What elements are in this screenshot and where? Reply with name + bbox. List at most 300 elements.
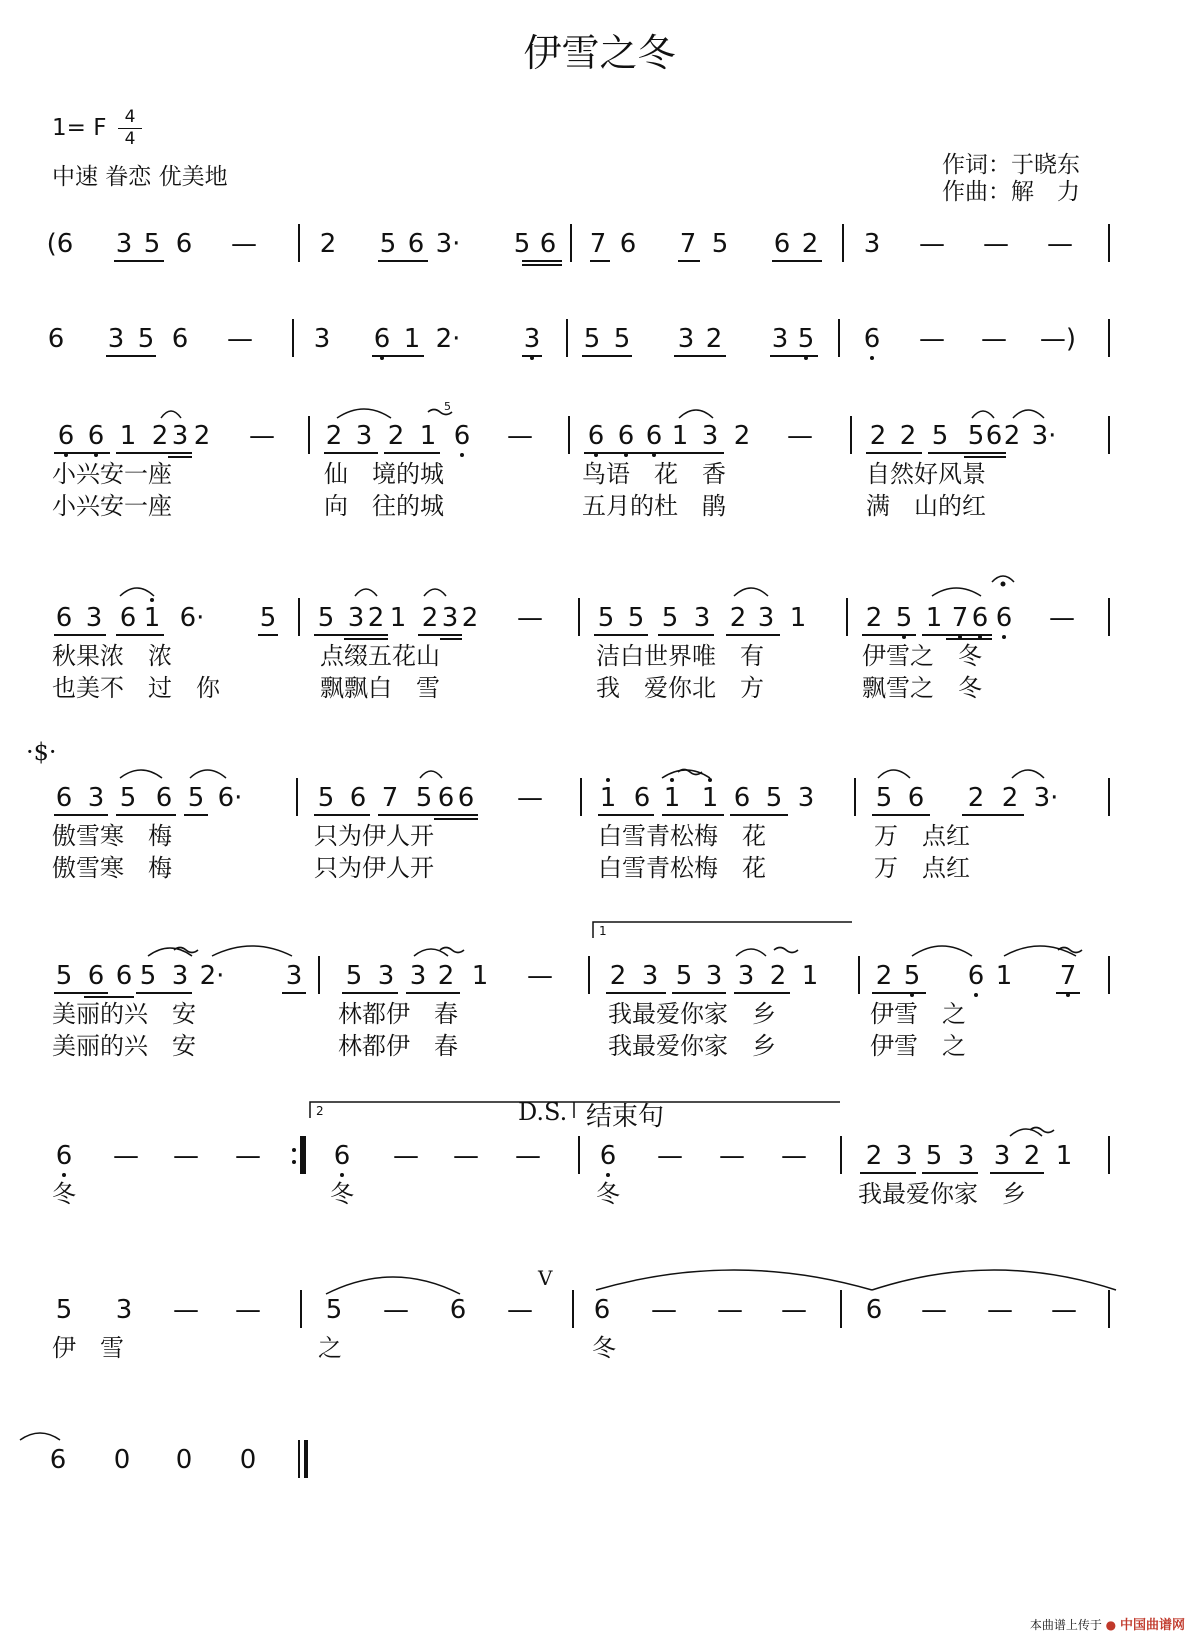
rhythm-underline xyxy=(672,992,726,994)
note: — xyxy=(651,1295,677,1325)
note: 3 xyxy=(285,961,303,991)
note: 3 xyxy=(313,324,331,354)
barline xyxy=(858,956,860,994)
note: 1 xyxy=(925,603,943,633)
barline xyxy=(296,778,298,816)
note: — xyxy=(227,324,253,354)
note: 1 xyxy=(389,603,407,633)
note: 3 xyxy=(347,603,365,633)
octave-dot-below xyxy=(594,453,598,457)
note: 6 xyxy=(985,421,1003,451)
rhythm-underline xyxy=(106,355,156,357)
lyric-verse-1: 之 xyxy=(318,1334,342,1362)
rhythm-underline xyxy=(662,814,724,816)
barline xyxy=(578,598,580,636)
octave-dot-above xyxy=(150,598,154,602)
octave-dot-below xyxy=(974,993,978,997)
note: 5 xyxy=(317,603,335,633)
note: 5 xyxy=(55,961,73,991)
note: 1 xyxy=(119,421,137,451)
note: 1 xyxy=(143,603,161,633)
note: 6 xyxy=(599,1141,617,1171)
note: 6 xyxy=(115,961,133,991)
note: 2 xyxy=(387,421,405,451)
note: 5 xyxy=(903,961,921,991)
barline xyxy=(572,1290,574,1328)
barline xyxy=(298,1440,300,1478)
page-title: 伊雪之冬 xyxy=(523,31,676,75)
note: 7 xyxy=(679,229,697,259)
rhythm-underline xyxy=(384,452,440,454)
barline xyxy=(850,416,852,454)
note: 1 xyxy=(789,603,807,633)
lyric-verse-2: 我 爱你北 方 xyxy=(596,674,764,702)
barline xyxy=(840,1290,842,1328)
note: 1 xyxy=(599,783,617,813)
note: 5 xyxy=(379,229,397,259)
note: — xyxy=(173,1295,199,1325)
composer-credit: 作曲：解 力 xyxy=(942,179,1080,205)
note: 5 xyxy=(259,603,277,633)
barline xyxy=(1108,1136,1110,1174)
note: 7 xyxy=(381,783,399,813)
rhythm-underline xyxy=(116,814,176,816)
barline xyxy=(298,224,300,262)
note: 3· xyxy=(1033,783,1059,813)
note: 6 xyxy=(457,783,475,813)
note: 5 xyxy=(345,961,363,991)
rhythm-underline xyxy=(314,634,388,636)
note: 3 xyxy=(115,1295,133,1325)
note: 2 xyxy=(875,961,893,991)
note: 3 xyxy=(993,1141,1011,1171)
note: 6 xyxy=(55,1141,73,1171)
time-signature xyxy=(118,108,142,149)
note: 6 xyxy=(175,229,193,259)
lyric-verse-1: 秋果浓 浓 xyxy=(52,642,172,670)
note: 6 xyxy=(617,421,635,451)
lyric-verse-2: 万 点红 xyxy=(874,854,970,882)
rhythm-underline xyxy=(872,814,930,816)
rhythm-underline xyxy=(678,260,700,262)
lyric-verse-1: 冬 xyxy=(596,1180,620,1208)
barline xyxy=(578,1136,580,1174)
note: — xyxy=(235,1141,261,1171)
note: 2 xyxy=(461,603,479,633)
barline xyxy=(568,416,570,454)
rhythm-underline xyxy=(344,638,388,640)
octave-dot-below xyxy=(902,635,906,639)
note: 3 xyxy=(377,961,395,991)
note: — xyxy=(507,1295,533,1325)
note: 3 xyxy=(797,783,815,813)
octave-dot-above xyxy=(708,778,712,782)
lyric-verse-1: 小兴安一座 xyxy=(52,460,172,488)
rhythm-underline xyxy=(922,1172,978,1174)
note: 5 xyxy=(925,1141,943,1171)
note: — xyxy=(717,1295,743,1325)
note: 6 xyxy=(865,1295,883,1325)
rhythm-underline xyxy=(866,452,922,454)
note: 6 xyxy=(47,324,65,354)
lyric-verse-1: 仙 境的城 xyxy=(324,460,444,488)
barline xyxy=(840,1136,842,1174)
note: 7 xyxy=(951,603,969,633)
note: 6 xyxy=(645,421,663,451)
octave-dot-below xyxy=(62,1173,66,1177)
rhythm-underline xyxy=(54,814,108,816)
lyric-verse-1: 点缀五花山 xyxy=(320,642,440,670)
note: 2 xyxy=(437,961,455,991)
note: — xyxy=(527,961,553,991)
octave-dot-below xyxy=(460,453,464,457)
note: 3 xyxy=(693,603,711,633)
note: 2 xyxy=(151,421,169,451)
note: 2· xyxy=(199,961,225,991)
note: 5 xyxy=(675,961,693,991)
note: 2 xyxy=(865,1141,883,1171)
note: 6 xyxy=(55,603,73,633)
note: — xyxy=(517,783,543,813)
rhythm-underline xyxy=(378,814,478,816)
note: 2 xyxy=(1023,1141,1041,1171)
note: 5 xyxy=(143,229,161,259)
note: — xyxy=(657,1141,683,1171)
note: 6 xyxy=(437,783,455,813)
note: 1 xyxy=(471,961,489,991)
rhythm-underline xyxy=(378,260,428,262)
note: 1 xyxy=(403,324,421,354)
note: 6 xyxy=(971,603,989,633)
lyric-verse-1: 傲雪寒 梅 xyxy=(52,822,172,850)
lyric-verse-2: 飘雪之 冬 xyxy=(862,674,982,702)
note: 2 xyxy=(769,961,787,991)
octave-dot-below xyxy=(606,1173,610,1177)
octave-dot-above xyxy=(606,778,610,782)
note: — xyxy=(231,229,257,259)
note: 1 xyxy=(1055,1141,1073,1171)
lyricist-credit: 作词：于晓东 xyxy=(942,152,1080,178)
note: 5 xyxy=(139,961,157,991)
lyric-verse-1: 冬 xyxy=(330,1180,354,1208)
lyric-verse-2: 傲雪寒 梅 xyxy=(52,854,172,882)
rhythm-underline xyxy=(136,992,192,994)
note: 6· xyxy=(217,783,243,813)
lyric-verse-2: 向 往的城 xyxy=(324,492,444,520)
ds-mark: D.S. xyxy=(518,1098,568,1126)
note: — xyxy=(921,1295,947,1325)
note: — xyxy=(393,1141,419,1171)
note: 5 xyxy=(895,603,913,633)
note: 6 xyxy=(119,603,137,633)
note: — xyxy=(983,229,1009,259)
barline xyxy=(566,319,568,357)
note: 5 xyxy=(627,603,645,633)
note: 2 xyxy=(967,783,985,813)
note: 5 xyxy=(325,1295,343,1325)
note: — xyxy=(1051,1295,1077,1325)
lyric-verse-2: 满 山的红 xyxy=(866,492,986,520)
note: 0 xyxy=(175,1445,193,1475)
rhythm-underline xyxy=(184,814,208,816)
lyric-verse-2: 小兴安一座 xyxy=(52,492,172,520)
note: 7 xyxy=(1059,961,1077,991)
note: 3 xyxy=(677,324,695,354)
rhythm-underline xyxy=(772,260,822,262)
lyric-verse-1: 自然好风景 xyxy=(866,460,986,488)
rhythm-underline xyxy=(964,456,1006,458)
volta-1-number: 1 xyxy=(599,924,607,938)
note: 6 xyxy=(733,783,751,813)
note: 2 xyxy=(325,421,343,451)
note: — xyxy=(781,1141,807,1171)
lyric-verse-2: 美丽的兴 安 xyxy=(52,1032,196,1060)
note: — xyxy=(507,421,533,451)
rhythm-underline xyxy=(54,992,108,994)
note: 2 xyxy=(421,603,439,633)
note: 5 xyxy=(797,324,815,354)
barline xyxy=(304,1440,308,1478)
lyric-verse-1: 伊雪之 冬 xyxy=(862,642,982,670)
rhythm-underline xyxy=(258,634,278,636)
note: 3 xyxy=(115,229,133,259)
rhythm-underline xyxy=(730,814,788,816)
note: — xyxy=(173,1141,199,1171)
note: 6 xyxy=(587,421,605,451)
note: — xyxy=(719,1141,745,1171)
rhythm-underline xyxy=(114,260,164,262)
note: 7 xyxy=(589,229,607,259)
octave-dot-below xyxy=(64,453,68,457)
lyric-verse-1: 冬 xyxy=(592,1334,616,1362)
key-signature: 1= F xyxy=(52,115,107,141)
note: 6 xyxy=(619,229,637,259)
note: 6 xyxy=(373,324,391,354)
barline xyxy=(1108,416,1110,454)
lyric-verse-1: 冬 xyxy=(52,1180,76,1208)
note: — xyxy=(781,1295,807,1325)
barline xyxy=(580,778,582,816)
rhythm-underline xyxy=(658,634,714,636)
octave-dot-below xyxy=(380,356,384,360)
barline xyxy=(292,319,294,357)
barline xyxy=(1108,319,1110,357)
note: 6 xyxy=(449,1295,467,1325)
rhythm-underline xyxy=(84,996,134,998)
rhythm-underline xyxy=(116,452,192,454)
rhythm-underline xyxy=(54,452,110,454)
octave-dot-below xyxy=(624,453,628,457)
note: 5 xyxy=(597,603,615,633)
note: 5 xyxy=(931,421,949,451)
rhythm-underline xyxy=(522,264,562,266)
tempo-marking: 中速 眷恋 优美地 xyxy=(52,164,228,190)
rhythm-underline xyxy=(314,814,370,816)
note: 3 xyxy=(701,421,719,451)
note: — xyxy=(517,603,543,633)
note: 5 xyxy=(967,421,985,451)
note: 3 xyxy=(523,324,541,354)
rhythm-underline xyxy=(860,1172,916,1174)
note: 5 xyxy=(513,229,531,259)
note: 6 xyxy=(87,421,105,451)
octave-dot-below xyxy=(94,453,98,457)
note: 6 xyxy=(171,324,189,354)
barline xyxy=(1108,956,1110,994)
barline xyxy=(308,416,310,454)
note: 3 xyxy=(87,783,105,813)
note: 0 xyxy=(113,1445,131,1475)
note: 2 xyxy=(733,421,751,451)
note: 6 xyxy=(863,324,881,354)
rhythm-underline xyxy=(594,634,648,636)
note: — xyxy=(249,421,275,451)
segno-mark: ·$· xyxy=(26,738,57,766)
note: 6 xyxy=(155,783,173,813)
note: 6 xyxy=(349,783,367,813)
lyric-verse-1: 林都伊 春 xyxy=(338,1000,458,1028)
rhythm-underline xyxy=(168,456,192,458)
note: — xyxy=(453,1141,479,1171)
note: — xyxy=(235,1295,261,1325)
note: 6 xyxy=(49,1445,67,1475)
octave-dot-below xyxy=(652,453,656,457)
note: — xyxy=(981,324,1007,354)
rhythm-underline xyxy=(928,452,1006,454)
ending-label: 结束句 xyxy=(586,1102,665,1132)
note: 1 xyxy=(995,961,1013,991)
barline xyxy=(1108,598,1110,636)
note: 5 xyxy=(711,229,729,259)
barline xyxy=(854,778,856,816)
barline xyxy=(1108,224,1110,262)
volta-2-number: 2 xyxy=(316,1104,324,1118)
footer-site-name: 中国曲谱网 xyxy=(1119,1618,1185,1633)
note: 6 xyxy=(453,421,471,451)
barline xyxy=(846,598,848,636)
barline xyxy=(1108,778,1110,816)
note: 1 xyxy=(663,783,681,813)
note: 3 xyxy=(441,603,459,633)
lyric-verse-1: 万 点红 xyxy=(874,822,970,850)
grace-note: 5 xyxy=(444,400,451,413)
note: 3 xyxy=(355,421,373,451)
rhythm-underline xyxy=(670,452,724,454)
time-sig-top: 4 xyxy=(124,107,136,127)
lyric-verse-2: 我最爱你家 乡 xyxy=(608,1032,776,1060)
note: 3 xyxy=(409,961,427,991)
rhythm-underline xyxy=(674,355,726,357)
note: 2 xyxy=(319,229,337,259)
note: 2 xyxy=(609,961,627,991)
rhythm-underline xyxy=(606,992,666,994)
note: 1 xyxy=(801,961,819,991)
lyric-verse-2: 只为伊人开 xyxy=(314,854,434,882)
note: 3 xyxy=(863,229,881,259)
note: 5 xyxy=(187,783,205,813)
lyric-verse-1: 洁白世界唯 有 xyxy=(596,642,764,670)
rhythm-underline xyxy=(990,1172,1044,1174)
barline xyxy=(300,1290,302,1328)
note: 5 xyxy=(119,783,137,813)
note: 5 xyxy=(137,324,155,354)
rhythm-underline xyxy=(598,814,654,816)
rhythm-underline xyxy=(440,638,462,640)
note: 0 xyxy=(239,1445,257,1475)
note: 2 xyxy=(899,421,917,451)
note: (6 xyxy=(46,229,74,259)
rhythm-underline xyxy=(862,634,916,636)
note: 6 xyxy=(773,229,791,259)
note: 3 xyxy=(85,603,103,633)
note: 2 xyxy=(1001,783,1019,813)
note: 3 xyxy=(171,961,189,991)
rhythm-underline xyxy=(734,992,790,994)
note: 5 xyxy=(317,783,335,813)
rhythm-underline xyxy=(434,818,478,820)
octave-dot-below xyxy=(958,635,962,639)
note: 6 xyxy=(57,421,75,451)
note: 1 xyxy=(419,421,437,451)
barline xyxy=(588,956,590,994)
note: 1 xyxy=(701,783,719,813)
note: — xyxy=(919,229,945,259)
note: 2 xyxy=(193,421,211,451)
note: — xyxy=(383,1295,409,1325)
barline xyxy=(298,598,300,636)
rhythm-underline xyxy=(116,634,164,636)
footer xyxy=(1030,1614,1185,1633)
octave-dot-below xyxy=(910,993,914,997)
rhythm-underline xyxy=(770,355,818,357)
octave-dot-below xyxy=(340,1173,344,1177)
rhythm-underline xyxy=(418,634,462,636)
note: 2 xyxy=(869,421,887,451)
rhythm-underline xyxy=(726,634,780,636)
note: 3· xyxy=(1031,421,1057,451)
note: — xyxy=(113,1141,139,1171)
note: 6 xyxy=(55,783,73,813)
note: 5 xyxy=(765,783,783,813)
rhythm-underline xyxy=(54,634,106,636)
note: — xyxy=(1047,229,1073,259)
octave-dot-below xyxy=(530,356,534,360)
lyric-verse-1: 白雪青松梅 花 xyxy=(598,822,766,850)
rhythm-underline xyxy=(282,992,306,994)
barline xyxy=(842,224,844,262)
lyric-verse-1: 美丽的兴 安 xyxy=(52,1000,196,1028)
note: 6 xyxy=(539,229,557,259)
rhythm-underline xyxy=(324,452,378,454)
note: —) xyxy=(1039,324,1077,354)
note: 3 xyxy=(705,961,723,991)
note: 3 xyxy=(957,1141,975,1171)
lyric-verse-1: 我最爱你家 乡 xyxy=(858,1180,1026,1208)
note: 3 xyxy=(171,421,189,451)
note: 6 xyxy=(407,229,425,259)
lyric-verse-2: 白雪青松梅 花 xyxy=(598,854,766,882)
note: 2 xyxy=(801,229,819,259)
note: 6 xyxy=(633,783,651,813)
lyric-verse-1: 只为伊人开 xyxy=(314,822,434,850)
note: 2· xyxy=(435,324,461,354)
barline xyxy=(318,956,320,994)
octave-dot-above xyxy=(670,778,674,782)
barline xyxy=(1108,1290,1110,1328)
barline xyxy=(838,319,840,357)
note: 5 xyxy=(415,783,433,813)
note: 3 xyxy=(107,324,125,354)
